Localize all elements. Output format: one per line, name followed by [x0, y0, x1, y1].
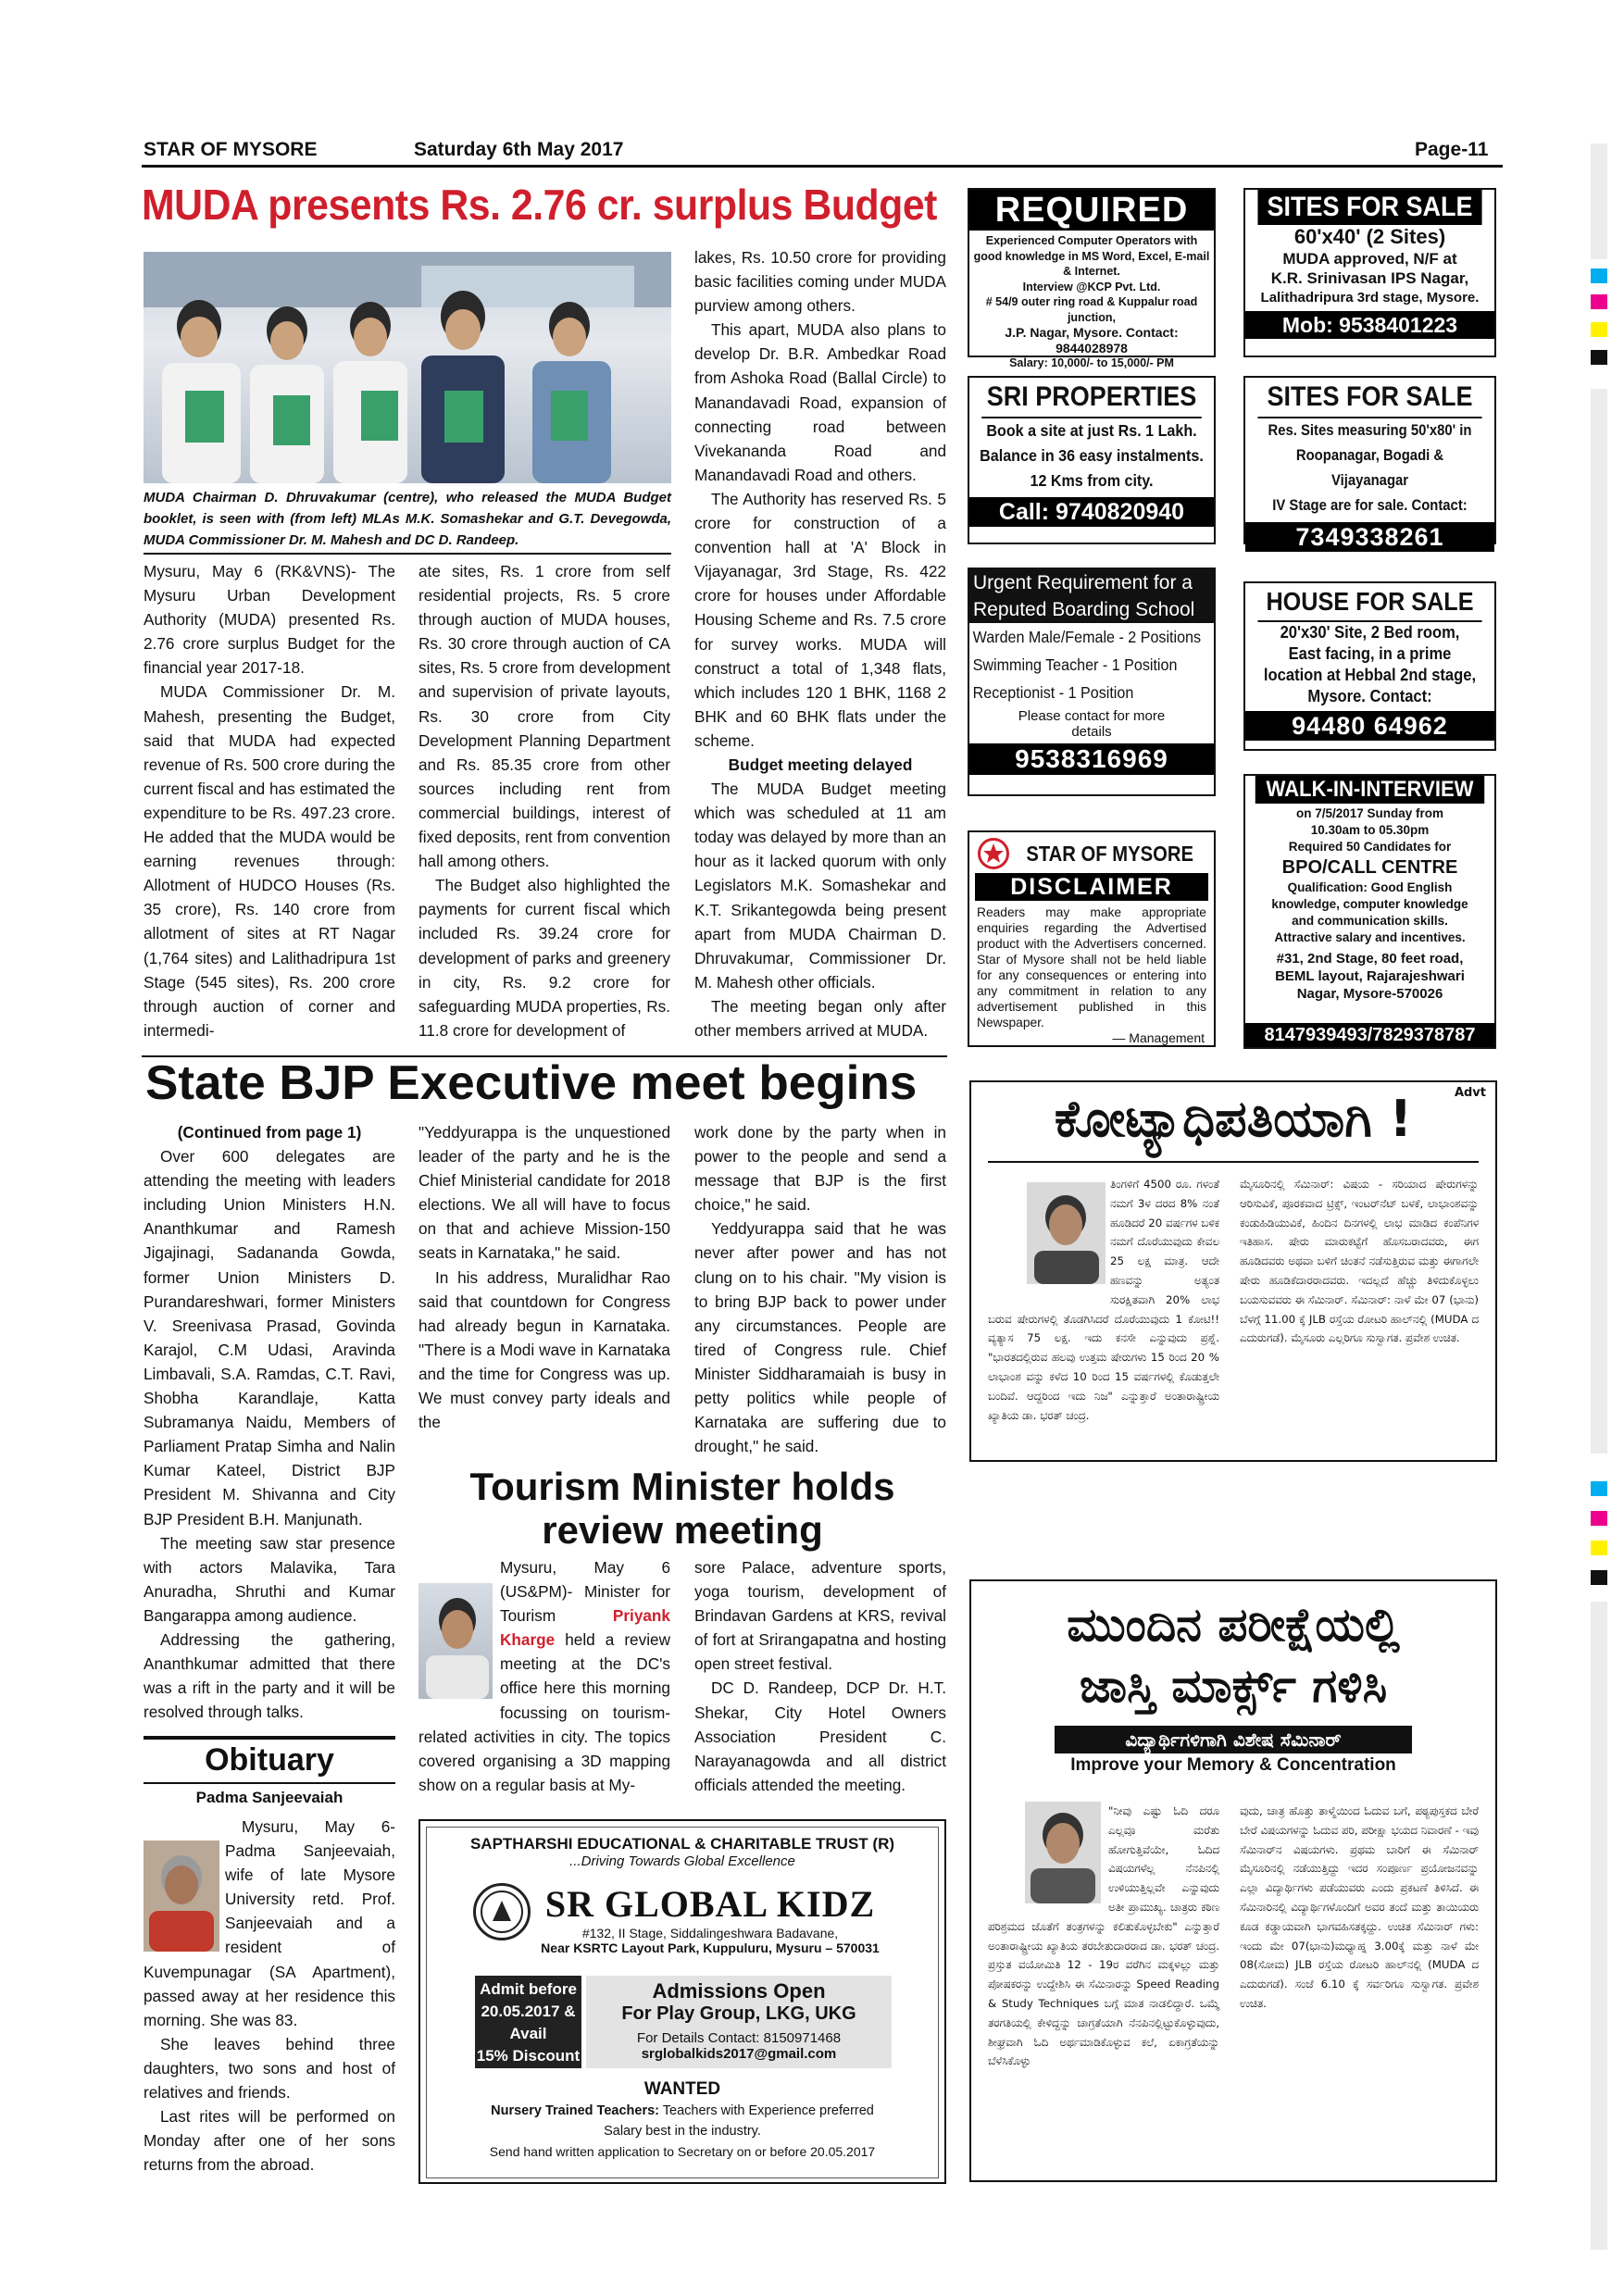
urgent-title — [969, 569, 1214, 623]
trust-name: SAPTHARSHI EDUCATIONAL & CHARITABLE TRUST (R) — [469, 1835, 895, 1853]
admissions-open: Admissions Open — [652, 1979, 826, 2003]
sri-title: SRI PROPERTIES — [981, 378, 1202, 418]
obituary-text — [144, 1815, 395, 2203]
obituary-rule — [144, 1736, 395, 1740]
sites-line: K.R. Srinivasan IPS Nagar, — [1270, 269, 1469, 287]
caption-rule — [144, 553, 671, 555]
walkin-line: Required 50 Candidates for — [1288, 840, 1452, 854]
admissions-box — [586, 1976, 892, 2068]
registration-magenta — [1591, 294, 1607, 309]
exam-banner: ವಿದ್ಯಾರ್ಥಿಗಳಿಗಾಗಿ ವಿಶೇಷ ಸೆಮಿನಾರ್ — [1055, 1726, 1412, 1753]
walkin-line: knowledge, computer knowledge — [1271, 897, 1468, 911]
muda-column-3 — [694, 245, 946, 1051]
registration-black — [1591, 1570, 1607, 1585]
required-line: Experienced Computer Operators with good knowledge in MS Word, Excel, E-mail & Internet. — [973, 234, 1210, 278]
photo-spacer — [144, 1815, 225, 1959]
muda-paragraph: The Authority has reserved Rs. 5 crore for construction of a convention hall at 'A' Block in Vijayanagar, 3rd Stage, Rs. 422 crore for houses under Affordable Housing Scheme and Rs. 7.5 crore for survey works. MUDA will construct a total of 1,348 flats, which includes 120 1 BHK, 1168 2 BHK and 60 BHK flats under the scheme. — [694, 489, 946, 750]
walkin-line: Qualification: Good English — [1287, 880, 1453, 894]
walkin-qualifications — [1245, 880, 1494, 946]
school-tagline: ...Driving Towards Global Excellence — [569, 1853, 795, 1869]
required-line: Interview @KCP Pvt. Ltd. — [1022, 280, 1161, 293]
obituary-rule — [144, 1782, 395, 1784]
house-line: location at Hebbal 2nd stage, — [1263, 666, 1477, 684]
disclaimer-box — [968, 830, 1216, 1047]
walkin-address-line: BEML layout, Rajarajeshwari — [1275, 968, 1465, 984]
walkin-line: on 7/5/2017 Sunday from — [1295, 806, 1444, 820]
bjp-column-1 — [144, 1120, 395, 1731]
wanted-heading: WANTED — [643, 2079, 721, 2099]
bjp-paragraph: work done by the party when in power to the people and send a message that BJP is the first choice," he said. — [694, 1123, 946, 1215]
registration-yellow — [1591, 1541, 1607, 1555]
house-line: 20'x30' Site, 2 Bed room, — [1280, 623, 1460, 642]
house-phone: 94480 64962 — [1245, 711, 1494, 741]
urgent-line: Warden Male/Female - 2 Positions — [972, 628, 1202, 646]
discount-box — [475, 1976, 581, 2068]
advt-label: Advt — [1454, 1086, 1486, 1100]
muda-paragraph: The Budget also highlighted the payments for current fiscal which included Rs. 39.24 crore for development of parks and greenery in city, Rs. 9.2 crore for safeguarding MUDA properties, Rs. 11.8 crore for development of — [418, 876, 670, 1040]
walkin-line: and communication skills. — [1292, 914, 1448, 928]
muda-paragraph: MUDA Commissioner Dr. M. Mahesh, presenting the Budget, said that MUDA had expected revenue of Rs. 500 crore during the current fiscal and has estimated the expenditure to be Rs. 497.23 crore. He added that the MUDA would be earning revenues through: Allotment of HUDCO Houses (Rs. 35 crore), Rs. 140 crore from allotment of sites at RT Nagar (1,764 sites) and Lalithadripura 1st Stage (545 sites), Rs. 200 crore through auction of corner and intermedi- — [144, 682, 395, 1040]
muda-paragraph: ate sites, Rs. 1 crore from self residential projects, Rs. 5 crore through auction of MUDA houses, Rs. 30 crore through auction of CA sites, Rs. 5 crore from development and supervision of private layouts, Rs. 30 crore from City Development Planning Department and Rs. 85.35 crore from other sources including rent from commercial buildings, interest of fixed deposits, rent from convention hall among others. — [418, 562, 670, 871]
tourism-paragraph: DC D. Randeep, DCP Dr. H.T. Shekar, City Hotel Owners Association President C. Narayanagowda and all district officials attended the meeting. — [694, 1678, 946, 1794]
wanted-line-2: Salary best in the industry. — [604, 2124, 761, 2139]
registration-yellow — [1591, 322, 1607, 337]
walkin-address — [1245, 950, 1494, 1003]
star-of-mysore-logo-icon — [978, 838, 1009, 869]
school-email[interactable]: srglobalkids2017@gmail.com — [641, 2046, 837, 2062]
sites2-line: Roopanagar, Bogadi & Vijayanagar — [1295, 447, 1444, 489]
exam-title-line: ಜಾಸ್ತಿ ಮಾರ್ಕ್ಸ್ ಗಳಿಸಿ — [1079, 1659, 1388, 1713]
crorepati-left: ತಿಂಗಳಿಗೆ 4500 ರೂ. ಗಳಂತೆ ನಮಗೆ 3ಳ ದರದ 8% ನಂತೆ ಹೂಡಿದರೆ 20 ವರ್ಷಗಳ ಬಳಿಕ ನಮಗೆ ದೊರೆಯುವುದು ಕೇವಲ 25 ಲಕ್ಷ ಮಾತ್ರ. ಆದೇ ಹಣವನ್ನು ಅತ್ಯಂತ ಸುರಕ್ಷಿತವಾಗಿ 20% ಲಾಭ ಬರುವ ಷೇರುಗಳಲ್ಲಿ ತೊಡಗಿಸಿದರೆ ದೊರೆಯುವುದು 1 ಕೋಟಿ!! ವ್ಯತ್ಯಾಸ 75 ಲಕ್ಷ. ಇದು ಕನಸೇ ಎನ್ನುವುದು ಪ್ರಶ್ನೆ. "ಭಾರತದಲ್ಲಿರುವ ಹಲವು ಉತ್ತಮ ಷೇರುಗಳು 15 ರಿಂದ 20 % ಲಾಭಾಂಶ ವನ್ನು ಕಳೆದ 10 ರಿಂದ 15 ವರ್ಷಗಳಲ್ಲಿ ಕೊಡುತ್ತಲೇ ಬಂದಿವೆ. ಆದ್ದರಿಂದ ಇದು ನಿಜ" ಎನ್ನುತ್ತಾರೆ ಅಂತಾರಾಷ್ಟ್ರೀಯ ಖ್ಯಾತಿಯ ಡಾ. ಭರತ್ ಚಂದ್ರ. — [988, 1178, 1219, 1422]
tourism-column-1 — [418, 1555, 670, 1805]
sri-line: Balance in 36 easy instalments. — [980, 446, 1204, 465]
bjp-continued: (Continued from page 1) — [177, 1123, 362, 1142]
sri-body — [980, 418, 1205, 493]
wanted-line-3: Send hand written application to Secretary on or before 20.05.2017 — [489, 2144, 876, 2159]
urgent-line: Swimming Teacher - 1 Position — [972, 655, 1178, 674]
bjp-paragraph: In his address, Muralidhar Rao said that countdown for Congress had already begun in Karnataka. "There is a Modi wave in Karnataka and the time for Congress was up. We must convey party ideals and the — [418, 1267, 670, 1432]
tourism-column-2 — [694, 1555, 946, 1805]
sri-line: Book a site at just Rs. 1 Lakh. — [986, 421, 1197, 440]
required-line: J.P. Nagar, Mysore. Contact: 9844028978 — [1005, 325, 1179, 356]
urgent-contact: Please contact for more details — [1018, 708, 1166, 740]
exam-title-line: ಮುಂದಿನ ಪರೀಕ್ಷೆಯಲ್ಲಿ — [1067, 1598, 1400, 1652]
required-line: Salary: 10,000/- to 15,000/- PM — [1009, 356, 1174, 369]
sites-for-sale-ad — [1243, 188, 1496, 357]
sr-global-kidz-ad — [418, 1819, 946, 2184]
sites-for-sale-ad-2 — [1243, 376, 1496, 551]
school-logo-icon — [473, 1883, 531, 1940]
walkin-phone: 8147939493/7829378787 — [1245, 1023, 1494, 1047]
tourism-paragraph: held a review meeting at the DC's office here this morning focussing on tourism-related activities in city. The topics covered organising a 3D mapping show on a regular basis at My- — [418, 1630, 670, 1794]
muda-paragraph: The meeting began only after other members arrived at MUDA. — [694, 996, 946, 1040]
bjp-paragraph: Addressing the gathering, Ananthkumar admitted that there was a rift in the party and it will be resolved through talks. — [144, 1629, 395, 1722]
muda-paragraph: Mysuru, May 6 (RK&VNS)- The Mysuru Urban Development Authority (MUDA) presented Rs. 2.76 crore surplus Budget for the financial year 2017-18. — [144, 562, 395, 678]
discount-line: Admit before — [480, 1980, 577, 1998]
disclaimer-text: Readers may make appropriate enquiries regarding the Advertised product with the Advertisers concerned. Star of Mysore shall not be held liable for any consequences or entering into any commitment in relation to any advertisement published in this Newspaper. — [977, 905, 1206, 1029]
crorepati-right-text: ಮೈಸೂರಿನಲ್ಲಿ ಸೆಮಿನಾರ್: ವಿಷಯ - ಸರಿಯಾದ ಷೇರುಗಳನ್ನು ಆರಿಸುವಿಕೆ, ಪೂರಕವಾದ ಟ್ರಿಕ್ಸ್, ಇಂಟರ್‌ನೆಟ್ ಬಳಕೆ, ಲಾಭಾಂಶವನ್ನು ಕಂಡುಹಿಡಿಯುವಿಕೆ, ಹಿಂದಿನ ದಿನಗಳಲ್ಲಿ ಲಾಭ ಮಾಡಿದ ಕಂಪೆನಿಗಳ ಇತಿಹಾಸ. ಷೇರು ಮಾರುಕಟ್ಟೆಗೆ ಹೊಸಬರಾದವರು, ಈಗ ಹೂಡಿದವರು ಅಥವಾ ಬಳಿಗೆ ಚಿಂತನೆ ನಡೆಸುತ್ತಿರುವ ಮತ್ತು ಈಗಾಗಲೇ ಷೇರು ಹೂಡಿಕೆದಾರರಾದವರು. ಇದಲ್ಲದೆ ಹೆಚ್ಚು ತಿಳಿದುಕೊಳ್ಳಲು ಬಯಸುವವರು ಈ ಸೆಮಿನಾರ್. ಸೆಮಿನಾರ್: ನಾಳೆ ಮೇ 07 (ಭಾನು) ಬೆಳಗ್ಗೆ 11.00 ಕ್ಕೆ JLB ರಸ್ತೆಯ ರೋಟರಿ ಹಾಲ್‌ನಲ್ಲಿ (MUDA ದ ಎದುರುಗಡೆ). ಮೈಸೂರು ಎಲ್ಲರಿಗೂ ಸುಸ್ವಾಗತ. ಪ್ರವೇಶ ಉಚಿತ. — [1240, 1178, 1479, 1345]
issue-date: Saturday 6th May 2017 — [414, 139, 624, 160]
house-line: East facing, in a prime — [1288, 644, 1452, 663]
muda-subhead: Budget meeting delayed — [728, 755, 913, 774]
muda-paragraph: This apart, MUDA also plans to develop Dr. B.R. Ambedkar Road from Ashoka Road (Ballal Circle) to Manandavadi Road, expansion of connecting road between Vivekananda Road and Manandavadi Road and others. — [694, 320, 946, 484]
header-rule — [142, 165, 1503, 168]
house-for-sale-ad — [1243, 581, 1496, 751]
walkin-line: Attractive salary and incentives. — [1274, 930, 1466, 944]
required-line: # 54/9 outer ring road & Kuppalur road junction, — [985, 295, 1198, 324]
exam-left: "ನೀವು ಎಷ್ಟು ಓದಿ ದರೂ ಎಲ್ಲವೂ ಮರೆತು ಹೋಗುತ್ತಿವೆಯೇ, ಓದಿದ ವಿಷಯಗಳೆಲ್ಲ ನೆನಪಿನಲ್ಲಿ ಉಳಿಯುತ್ತಿಲ್ಲವೇ ಎನ್ನುವುದು ಅತೀ ಪ್ರಾಮುಖ್ಯ. ಚಾತ್ರರು ಕಠಿಣ ಪರಿಶ್ರಮದ ಜೊತೆಗೆ ತಂತ್ರಗಳನ್ನು ಕಲಿತುಕೊಳ್ಳಬೇಕು" ಎನ್ನುತ್ತಾರೆ ಅಂತಾರಾಷ್ಟ್ರೀಯ ಖ್ಯಾತಿಯ ತರಬೇತುದಾರರಾದ ಡಾ. ಭರತ್ ಚಂದ್ರ. ಪ್ರಸ್ತುತ ವಯೋಮಿತಿ 12 - 19ರ ವರೆಗಿನ ಮಕ್ಕಳಲ್ಲು ಮತ್ತು ಪೋಷಕರನ್ನು ಉದ್ದೇಶಿಸಿ ಈ ಸೆಮಿನಾರನ್ನು Speed Reading & Study Techniques ಬಗ್ಗೆ ಮಾತ ನಾಡಲಿದ್ದಾರೆ. ಒಮ್ಮೆ ತರಗತಿಯಲ್ಲಿ ಕೇಳಿದ್ದನ್ನು ಚಾಗ್ರತೆಯಾಗಿ ನೆನಪಿನಲ್ಲಿಟ್ಟುಕೊಳ್ಳುವುದು, ಶೀಘ್ರವಾಗಿ ಓದಿ ಅರ್ಥಮಾಡಿಕೊಳ್ಳುವ ಕಲೆ, ಏಕಾಗ್ರತೆಯನ್ನು ಬೆಳೆಸಿಕೊಳ್ಳು — [988, 1804, 1219, 2068]
school-address-2: Near KSRTC Layout Park, Kuppuluru, Mysuru – 570031 — [541, 1940, 880, 1955]
sites2-phone: 7349338261 — [1245, 522, 1494, 552]
exam-seminar-ad — [969, 1579, 1497, 2182]
sites-size: 60'x40' (2 Sites) — [1293, 225, 1446, 248]
sri-line: 12 Kms from city. — [1030, 471, 1154, 490]
wanted-role: Nursery Trained Teachers: — [491, 2103, 659, 2118]
sites2-body — [1257, 418, 1481, 518]
required-body — [969, 231, 1214, 371]
admission-classes: For Play Group, LKG, UKG — [621, 2003, 856, 2024]
exam-subtitle: Improve your Memory & Concentration — [1070, 1755, 1396, 1775]
walkin-line: 10.30am to 05.30pm — [1310, 823, 1430, 837]
discount-line: Avail — [509, 2025, 547, 2042]
sites2-title: SITES FOR SALE — [1257, 378, 1481, 418]
tourism-paragraph: sore Palace, adventure sports, yoga tourism, development of Brindavan Gardens at KRS, revival of fort at Srirangapatna and hosting open street festival. — [694, 1558, 946, 1674]
obituary-paragraph: She leaves behind three daughters, two sons and host of relatives and friends. — [144, 2034, 395, 2103]
disclaimer-brand: STAR OF MYSORE — [1026, 841, 1194, 866]
required-ad — [968, 188, 1216, 369]
registration-bar — [1591, 144, 1607, 259]
walkin-address-line: Nagar, Mysore-570026 — [1296, 986, 1443, 1002]
sites-line: Lalithadripura 3rd stage, Mysore. — [1260, 290, 1480, 306]
muda-headline: MUDA presents Rs. 2.76 cr. surplus Budget — [142, 181, 937, 229]
muda-paragraph: The MUDA Budget meeting which was scheduled at 11 am today was delayed by more than an hour as it lacked quorum with only Legislators M.K. Somashekar and K.T. Srikantegowda being present apart from MUDA Chairman D. Dhruvakumar, Commissioner Dr. M. Mahesh other officials. — [694, 780, 946, 992]
muda-column-2 — [418, 559, 670, 1050]
sites-line: MUDA approved, N/F at — [1282, 250, 1457, 268]
crorepati-title: ಕೋಟ್ಯಾಧಿಪತಿಯಾಗಿ ! — [1054, 1090, 1413, 1148]
tourism-headline-line1: Tourism Minister holds — [469, 1465, 895, 1508]
school-address-1: #132, II Stage, Siddalingeshwara Badavane, — [581, 1926, 839, 1940]
exam-title — [971, 1594, 1495, 1716]
bjp-paragraph: The meeting saw star presence with actors Malavika, Tara Anuradha, Shruthi and Kumar Bangarappa among audience. — [144, 1533, 395, 1625]
sites-phone: Mob: 9538401223 — [1245, 311, 1494, 339]
bjp-paragraph: Yeddyurappa said that he was never after power and has not clung on to his chair. "My vision is to bring BJP back to power under any circumstances. People are tired of Congress rule. Chief Minister Siddharamaiah is busy in petty politics while people of Karnataka are suffering due to drought," he said. — [694, 1219, 946, 1456]
paper-name: STAR OF MYSORE — [144, 139, 318, 160]
photo-spacer — [988, 1175, 1110, 1291]
sri-properties-ad — [968, 376, 1216, 544]
required-title: REQUIRED — [969, 190, 1214, 231]
registration-cyan — [1591, 268, 1607, 283]
exam-right-text: ವುದು, ಚಾತ್ರ ಹೊತ್ತು ತಾಳ್ಮೆಯಿಂದ ಓದುವ ಬಗೆ, ಪಠ್ಯಪುಸ್ತಕದ ಬೇರೆ ಬೇರೆ ವಿಷಯಗಳನ್ನು ಓದುವ ಪರಿ, ಪರೀಕ್ಷಾ ಭಯದ ನಿವಾರಣೆ - ಇವು ಸೆಮಿನಾರ್‌ನ ವಿಷಯಗಳು. ಪ್ರಥಮ ಬಾರಿಗೆ ಈ ಸೆಮಿನಾರ್ ಮೈಸೂರಿನಲ್ಲಿ ನಡೆಯುತ್ತಿದ್ದು ಇದರ ಸಂಪೂರ್ಣ ಪ್ರಯೋಜನವನ್ನು ಎಲ್ಲಾ ವಿದ್ಯಾರ್ಥಿಗಳು ಪಡೆಯುವರು ಎಂದು ಪ್ರಕಟಣೆ ತಿಳಿಸಿದೆ. ಈ ಸೆಮಿನಾರಿನಲ್ಲಿ ವಿದ್ಯಾರ್ಥಿಗಳೊಂದಿಗೆ ಅವರ ತಂದೆ ಮತ್ತು ತಾಯಿಯರು ಕೂಡ ಕಡ್ಡಾಯವಾಗಿ ಭಾಗವಹಿಸತಕ್ಕದ್ದು. ಉಚಿತ ಸೆಮಿನಾರ್ ಗಳು: ಇಂದು ಮೇ 07(ಭಾನು)ಮಧ್ಯಾಹ್ನ 3.00ಕ್ಕೆ ಮತ್ತು ನಾಳೆ ಮೇ 08(ಸೋಮ) JLB ರಸ್ತೆಯ ರೋಟರಿ ಹಾಲ್‌ನಲ್ಲಿ (MUDA ದ ಎದುರುಗಡೆ). ಸಂಜೆ 6.10 ಕ್ಕೆ ಸರ್ವರಿಗೂ ಸುಸ್ವಾಗತ. ಪ್ರವೇಶ ಉಚಿತ. — [1240, 1804, 1479, 2010]
muda-budget-photo — [144, 252, 671, 483]
urgent-title-line: Reputed Boarding School — [973, 599, 1195, 620]
school-contact: For Details Contact: 8150971468 — [636, 2030, 842, 2046]
sites2-line: Res. Sites measuring 50'x80' in — [1268, 422, 1472, 439]
tourism-paragraph: Mysuru, May 6 (US&PM)- Minister for Tourism — [500, 1558, 670, 1626]
wanted-line-1 — [427, 2103, 938, 2118]
tourism-headline — [418, 1465, 946, 1552]
disclaimer-brand-row — [969, 838, 1214, 869]
sites-title: SITES FOR SALE — [1257, 190, 1481, 225]
disclaimer-title: DISCLAIMER — [975, 873, 1208, 901]
urgent-line: Receptionist - 1 Position — [972, 683, 1134, 702]
discount-line: 20.05.2017 & — [481, 2003, 576, 2020]
photo-spacer — [418, 1555, 500, 1702]
bjp-column-2 — [418, 1120, 670, 1463]
walkin-title: WALK-IN-INTERVIEW — [1255, 776, 1484, 804]
sites2-line: IV Stage are for sale. Contact: — [1272, 497, 1468, 514]
house-line: Mysore. Contact: — [1307, 687, 1432, 705]
registration-black — [1591, 350, 1607, 365]
obituary-paragraph: Last rites will be performed on Monday after one of her sons returns from the abroad. — [144, 2107, 395, 2175]
exam-left-text — [988, 1802, 1219, 2172]
photo-spacer — [988, 1802, 1108, 1916]
bjp-paragraph: "Yeddyurappa is the unquestioned leader of the party and he is the Chief Ministerial candidate for 2018 elections. We all will have to focus on that and achieve Mission-150 seats in Karnataka," he said. — [418, 1123, 670, 1263]
walkin-address-line: #31, 2nd Stage, 80 feet road, — [1276, 951, 1464, 967]
registration-bar — [1591, 389, 1607, 1454]
wanted-pref: Teachers with Experience preferred — [662, 2103, 874, 2118]
crorepati-left-text — [988, 1175, 1219, 1453]
walkin-role: BPO/CALL CENTRE — [1281, 857, 1458, 878]
tourism-headline-line2: review meeting — [542, 1508, 823, 1552]
obituary-name: Padma Sanjeevaiah — [195, 1789, 344, 1806]
urgent-requirement-ad — [968, 568, 1216, 796]
muda-column-1 — [144, 559, 395, 1050]
page-number: Page-11 — [1415, 139, 1489, 160]
urgent-phone: 9538316969 — [969, 743, 1214, 775]
ad-rule — [988, 1161, 1479, 1163]
bjp-paragraph: Over 600 delegates are attending the meeting with leaders including Union Ministers H.N. Ananthkumar and Ramesh Jigajinagi, Sadananda Gowda, former Union Ministers D. Purandareshwari, former Ministers V. Sreenivasa Prasad, Govinda Karajol, C.M Udasi, Aravinda Limbavali, S.A. Ramdas, C.T. Ravi, Shobha Karandlaje, Katta Subramanya Naidu, Members of Parliament Pratap Simha and Nalin Kumar Kateel, District BJP President M. Shivanna and City BJP President B.H. Manjunath. — [144, 1147, 395, 1529]
urgent-title-line: Urgent Requirement for a — [973, 572, 1193, 593]
school-name: SR GLOBAL KIDZ — [544, 1883, 876, 1925]
muda-paragraph: lakes, Rs. 10.50 crore for providing basic facilities coming under MUDA purview among others. — [694, 248, 946, 316]
sri-phone: Call: 9740820940 — [969, 497, 1214, 527]
bjp-column-3 — [694, 1120, 946, 1463]
discount-line: 15% Discount — [476, 2047, 581, 2065]
sites-body — [1245, 249, 1494, 307]
walkin-body — [1245, 805, 1494, 855]
house-title: HOUSE FOR SALE — [1257, 583, 1481, 622]
muda-photo-caption: MUDA Chairman D. Dhruvakumar (centre), who released the MUDA Budget booklet, is seen with (from left) MLAs M.K. Somashekar and G.T. Devegowda, MUDA Commissioner Dr. M. Mahesh and DC D. Randeep. — [144, 490, 671, 548]
house-body — [1255, 622, 1484, 707]
disclaimer-sign: — Management — [1112, 1030, 1205, 1045]
obituary-paragraph: Mysuru, May 6- Padma Sanjeevaiah, wife of late Mysore University retd. Prof. Sanjeevaiah and a resident of Kuvempunagar (SA Apartment), passed away at her residence this morning. She was 83. — [144, 1817, 395, 2029]
registration-magenta — [1591, 1511, 1607, 1526]
minister-name: Priyank Kharge — [500, 1606, 670, 1650]
urgent-body — [969, 623, 1202, 706]
walk-in-interview-ad — [1243, 774, 1496, 1049]
registration-bar — [1591, 1602, 1607, 2250]
bjp-headline: State BJP Executive meet begins — [145, 1056, 918, 1110]
obituary-title: Obituary — [205, 1742, 334, 1778]
crorepati-seminar-ad — [969, 1080, 1497, 1462]
registration-cyan — [1591, 1481, 1607, 1496]
